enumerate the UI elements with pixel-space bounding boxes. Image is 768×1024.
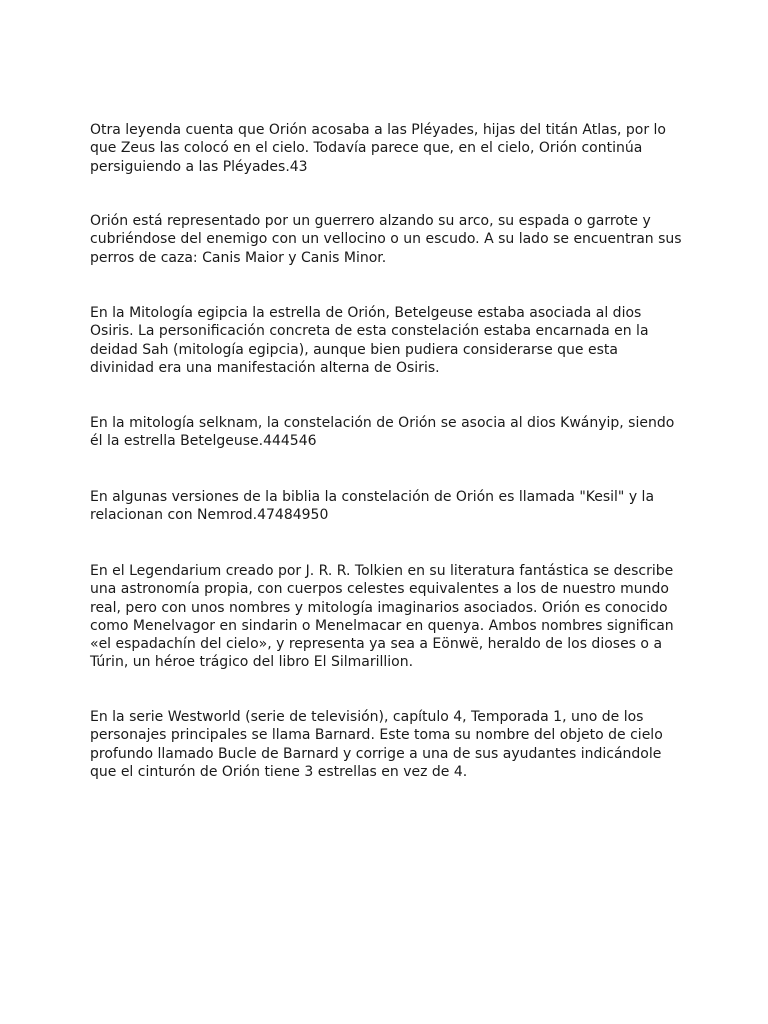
text-line: persiguiendo a las Pléyades.43: [90, 158, 308, 175]
text-line: En la mitología selknam, la constelación de Orión se asocia al dios Kwányip, siendo: [90, 415, 675, 431]
text-line: Túrin, un héroe trágico del libro El Silmarillion.: [90, 654, 414, 671]
text-line: que el cinturón de Orión tiene 3 estrellas en vez de 4.: [90, 763, 468, 780]
text-line: real, pero con unos nombres y mitología imaginarios asociados. Orión es conocido: [90, 599, 668, 616]
text-line: que Zeus las colocó en el cielo. Todavía parece que, en el cielo, Orión continúa: [90, 140, 643, 157]
text-line: deidad Sah (mitología egipcia), aunque bien pudiera considerarse que esta: [90, 341, 618, 358]
text-line: perros de caza: Canis Maior y Canis Minor.: [90, 249, 387, 266]
text-line: En la Mitología egipcia la estrella de Orión, Betelgeuse estaba asociada al dios: [90, 305, 642, 321]
text-line: él la estrella Betelgeuse.444546: [90, 433, 317, 450]
text-line: divinidad era una manifestación alterna de Osiris.: [90, 359, 440, 376]
text-line: cubriéndose del enemigo con un vellocino o un escudo. A su lado se encuentran sus: [90, 231, 682, 248]
text-line: «el espadachín del cielo», y representa ya sea a Eönwë, heraldo de los dioses o a: [90, 636, 663, 653]
paragraph-orion-warrior: [90, 212, 690, 267]
paragraph-selknam-mythology: [90, 414, 690, 451]
text-line: Orión está representado por un guerrero alzando su arco, su espada o garrote y: [90, 213, 651, 229]
paragraph-pleyades-legend: [90, 121, 690, 176]
paragraph-egyptian-mythology: [90, 304, 690, 377]
paragraph-tolkien-legendarium: [90, 562, 690, 672]
text-line: personajes principales se llama Barnard. Este toma su nombre del objeto de cielo: [90, 727, 663, 744]
paragraph-westworld: [90, 708, 690, 781]
text-line: como Menelvagor en sindarin o Menelmacar en quenya. Ambos nombres significan: [90, 617, 674, 634]
text-line: una astronomía propia, con cuerpos celestes equivalentes a los de nuestro mundo: [90, 581, 669, 598]
text-line: profundo llamado Bucle de Barnard y corrige a una de sus ayudantes indicándole: [90, 745, 662, 762]
text-line: relacionan con Nemrod.47484950: [90, 507, 329, 524]
text-line: En la serie Westworld (serie de televisión), capítulo 4, Temporada 1, uno de los: [90, 709, 644, 725]
paragraph-bible-versions: [90, 488, 690, 525]
text-line: Osiris. La personificación concreta de esta constelación estaba encarnada en la: [90, 323, 649, 340]
text-line: En algunas versiones de la biblia la constelación de Orión es llamada "Kesil" y la: [90, 489, 655, 505]
text-line: Otra leyenda cuenta que Orión acosaba a las Pléyades, hijas del titán Atlas, por lo: [90, 122, 666, 138]
text-line: En el Legendarium creado por J. R. R. Tolkien en su literatura fantástica se describe: [90, 563, 674, 579]
